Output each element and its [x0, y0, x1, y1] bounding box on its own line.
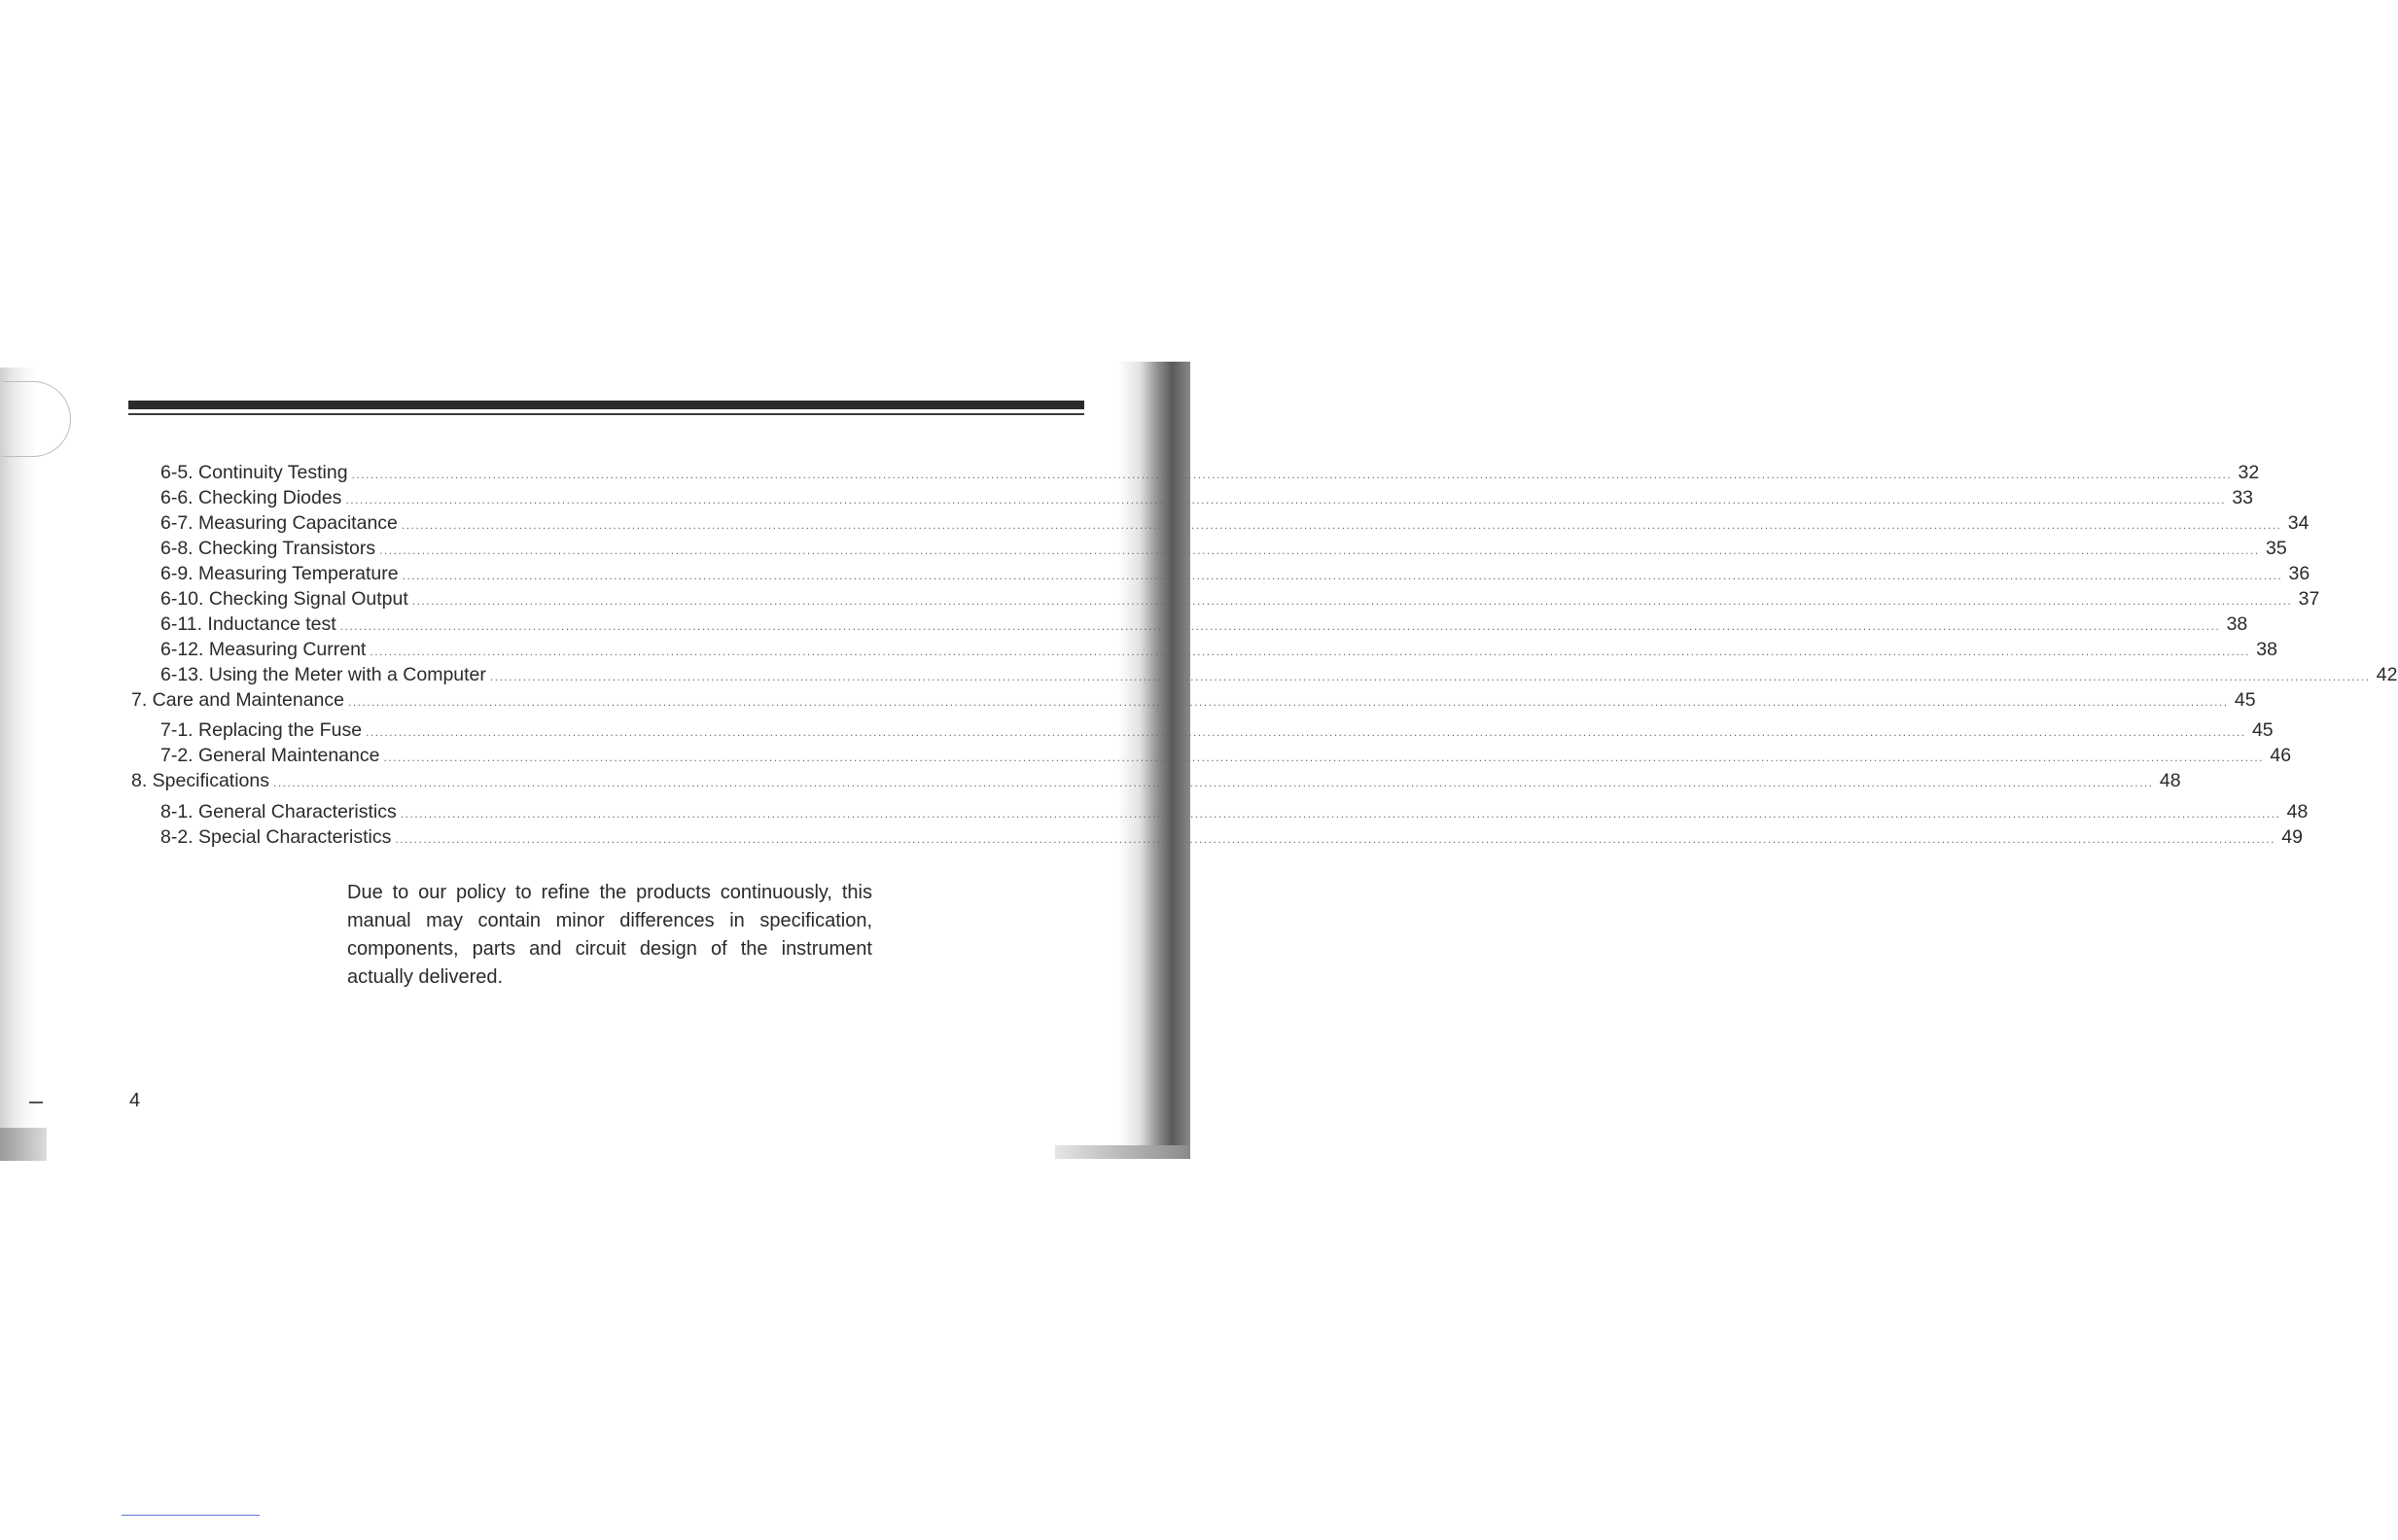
dot-leader: ................................................................................................................................................................................................................................................................................................................................................................................................................ — [370, 645, 2250, 658]
toc-entry[interactable] — [160, 612, 2248, 638]
dot-leader: ................................................................................................................................................................................................................................................................................................................................................................................................................ — [383, 751, 2265, 764]
dot-leader: ................................................................................................................................................................................................................................................................................................................................................................................................................ — [351, 468, 2233, 481]
toc-entry-label: 6-10. Checking Signal Output — [160, 588, 408, 610]
toc-entry-label: 6-9. Measuring Temperature — [160, 563, 399, 584]
dot-leader: ................................................................................................................................................................................................................................................................................................................................................................................................................ — [345, 493, 2227, 507]
toc-entry-label: 7-1. Replacing the Fuse — [160, 719, 363, 741]
toc-entry-page: 38 — [2226, 613, 2248, 635]
toc-entry-label: 6-8. Checking Transistors — [160, 538, 376, 559]
toc-section[interactable] — [131, 769, 2181, 794]
toc-entry-label: 7. Care and Maintenance — [131, 689, 344, 711]
toc-entry[interactable] — [160, 562, 2310, 587]
toc-entry-page: 49 — [2281, 826, 2303, 848]
toc-entry-label: 8-2. Special Characteristics — [160, 826, 392, 848]
toc-entry[interactable] — [160, 718, 2274, 744]
header-rule-thick — [128, 401, 1084, 409]
toc-entry-page: 48 — [2159, 770, 2181, 791]
toc-entry[interactable] — [160, 511, 2310, 537]
dot-leader: ................................................................................................................................................................................................................................................................................................................................................................................................................ — [339, 619, 2221, 633]
dot-leader: ................................................................................................................................................................................................................................................................................................................................................................................................................ — [400, 807, 2281, 821]
dot-leader: ................................................................................................................................................................................................................................................................................................................................................................................................................ — [411, 594, 2293, 608]
toc-entry-label: 8. Specifications — [131, 770, 269, 791]
dot-leader: ................................................................................................................................................................................................................................................................................................................................................................................................................ — [273, 776, 2154, 789]
dot-leader: ................................................................................................................................................................................................................................................................................................................................................................................................................ — [395, 832, 2275, 846]
toc-entry-label: 6-6. Checking Diodes — [160, 487, 342, 508]
toc-entry-page: 35 — [2265, 538, 2287, 559]
toc-section[interactable] — [131, 688, 2256, 714]
page-left-edge — [0, 368, 37, 1160]
toc-entry-page: 45 — [2251, 719, 2274, 741]
toc-entry-label: 6-13. Using the Meter with a Computer — [160, 664, 486, 685]
header-rule-thin — [128, 413, 1084, 415]
toc-entry[interactable] — [160, 638, 2277, 663]
toc-entry-label: 7-2. General Maintenance — [160, 745, 380, 766]
toc-entry-page: 38 — [2256, 639, 2277, 660]
toc-entry[interactable] — [160, 800, 2309, 825]
page-number: 4 — [129, 1090, 141, 1111]
dot-leader: ................................................................................................................................................................................................................................................................................................................................................................................................................ — [489, 670, 2371, 683]
toc-entry-label: 8-1. General Characteristics — [160, 801, 397, 822]
toc-entry-page: 42 — [2376, 664, 2398, 685]
bottom-rule — [122, 1515, 260, 1516]
toc-entry-page: 37 — [2298, 588, 2320, 610]
toc-entry-page: 46 — [2270, 745, 2292, 766]
toc-entry-page: 34 — [2287, 512, 2310, 534]
toc-entry[interactable] — [160, 461, 2260, 486]
dot-leader: ................................................................................................................................................................................................................................................................................................................................................................................................................ — [402, 569, 2283, 582]
toc-entry[interactable] — [160, 587, 2320, 612]
dot-leader: ................................................................................................................................................................................................................................................................................................................................................................................................................ — [366, 725, 2246, 739]
toc-entry-page: 33 — [2232, 487, 2254, 508]
toc-entry-label: 6-5. Continuity Testing — [160, 462, 348, 483]
disclaimer-note: Due to our policy to refine the products continuously, this manual may contain minor differences in specification, components, parts and circuit design of the instrument actually delivered. — [347, 882, 872, 988]
dot-leader: ................................................................................................................................................................................................................................................................................................................................................................................................................ — [379, 543, 2260, 557]
toc-entry-label: 6-7. Measuring Capacitance — [160, 512, 398, 534]
dot-leader: ................................................................................................................................................................................................................................................................................................................................................................................................................ — [347, 695, 2229, 709]
toc-entry[interactable] — [160, 825, 2303, 851]
toc-entry[interactable] — [160, 663, 2398, 688]
toc-entry[interactable] — [160, 486, 2254, 511]
margin-mark — [29, 1102, 43, 1103]
toc-entry-page: 48 — [2286, 801, 2309, 822]
dot-leader: ................................................................................................................................................................................................................................................................................................................................................................................................................ — [401, 518, 2282, 532]
toc-entry-label: 6-12. Measuring Current — [160, 639, 367, 660]
toc-entry-label: 6-11. Inductance test — [160, 613, 336, 635]
toc-entry[interactable] — [160, 744, 2292, 769]
toc-entry-page: 36 — [2288, 563, 2310, 584]
toc-entry-page: 32 — [2238, 462, 2260, 483]
toc-entry[interactable] — [160, 537, 2287, 562]
page-left-corner — [0, 1128, 47, 1161]
page-right-corner — [1055, 1145, 1190, 1159]
toc-entry-page: 45 — [2234, 689, 2256, 711]
